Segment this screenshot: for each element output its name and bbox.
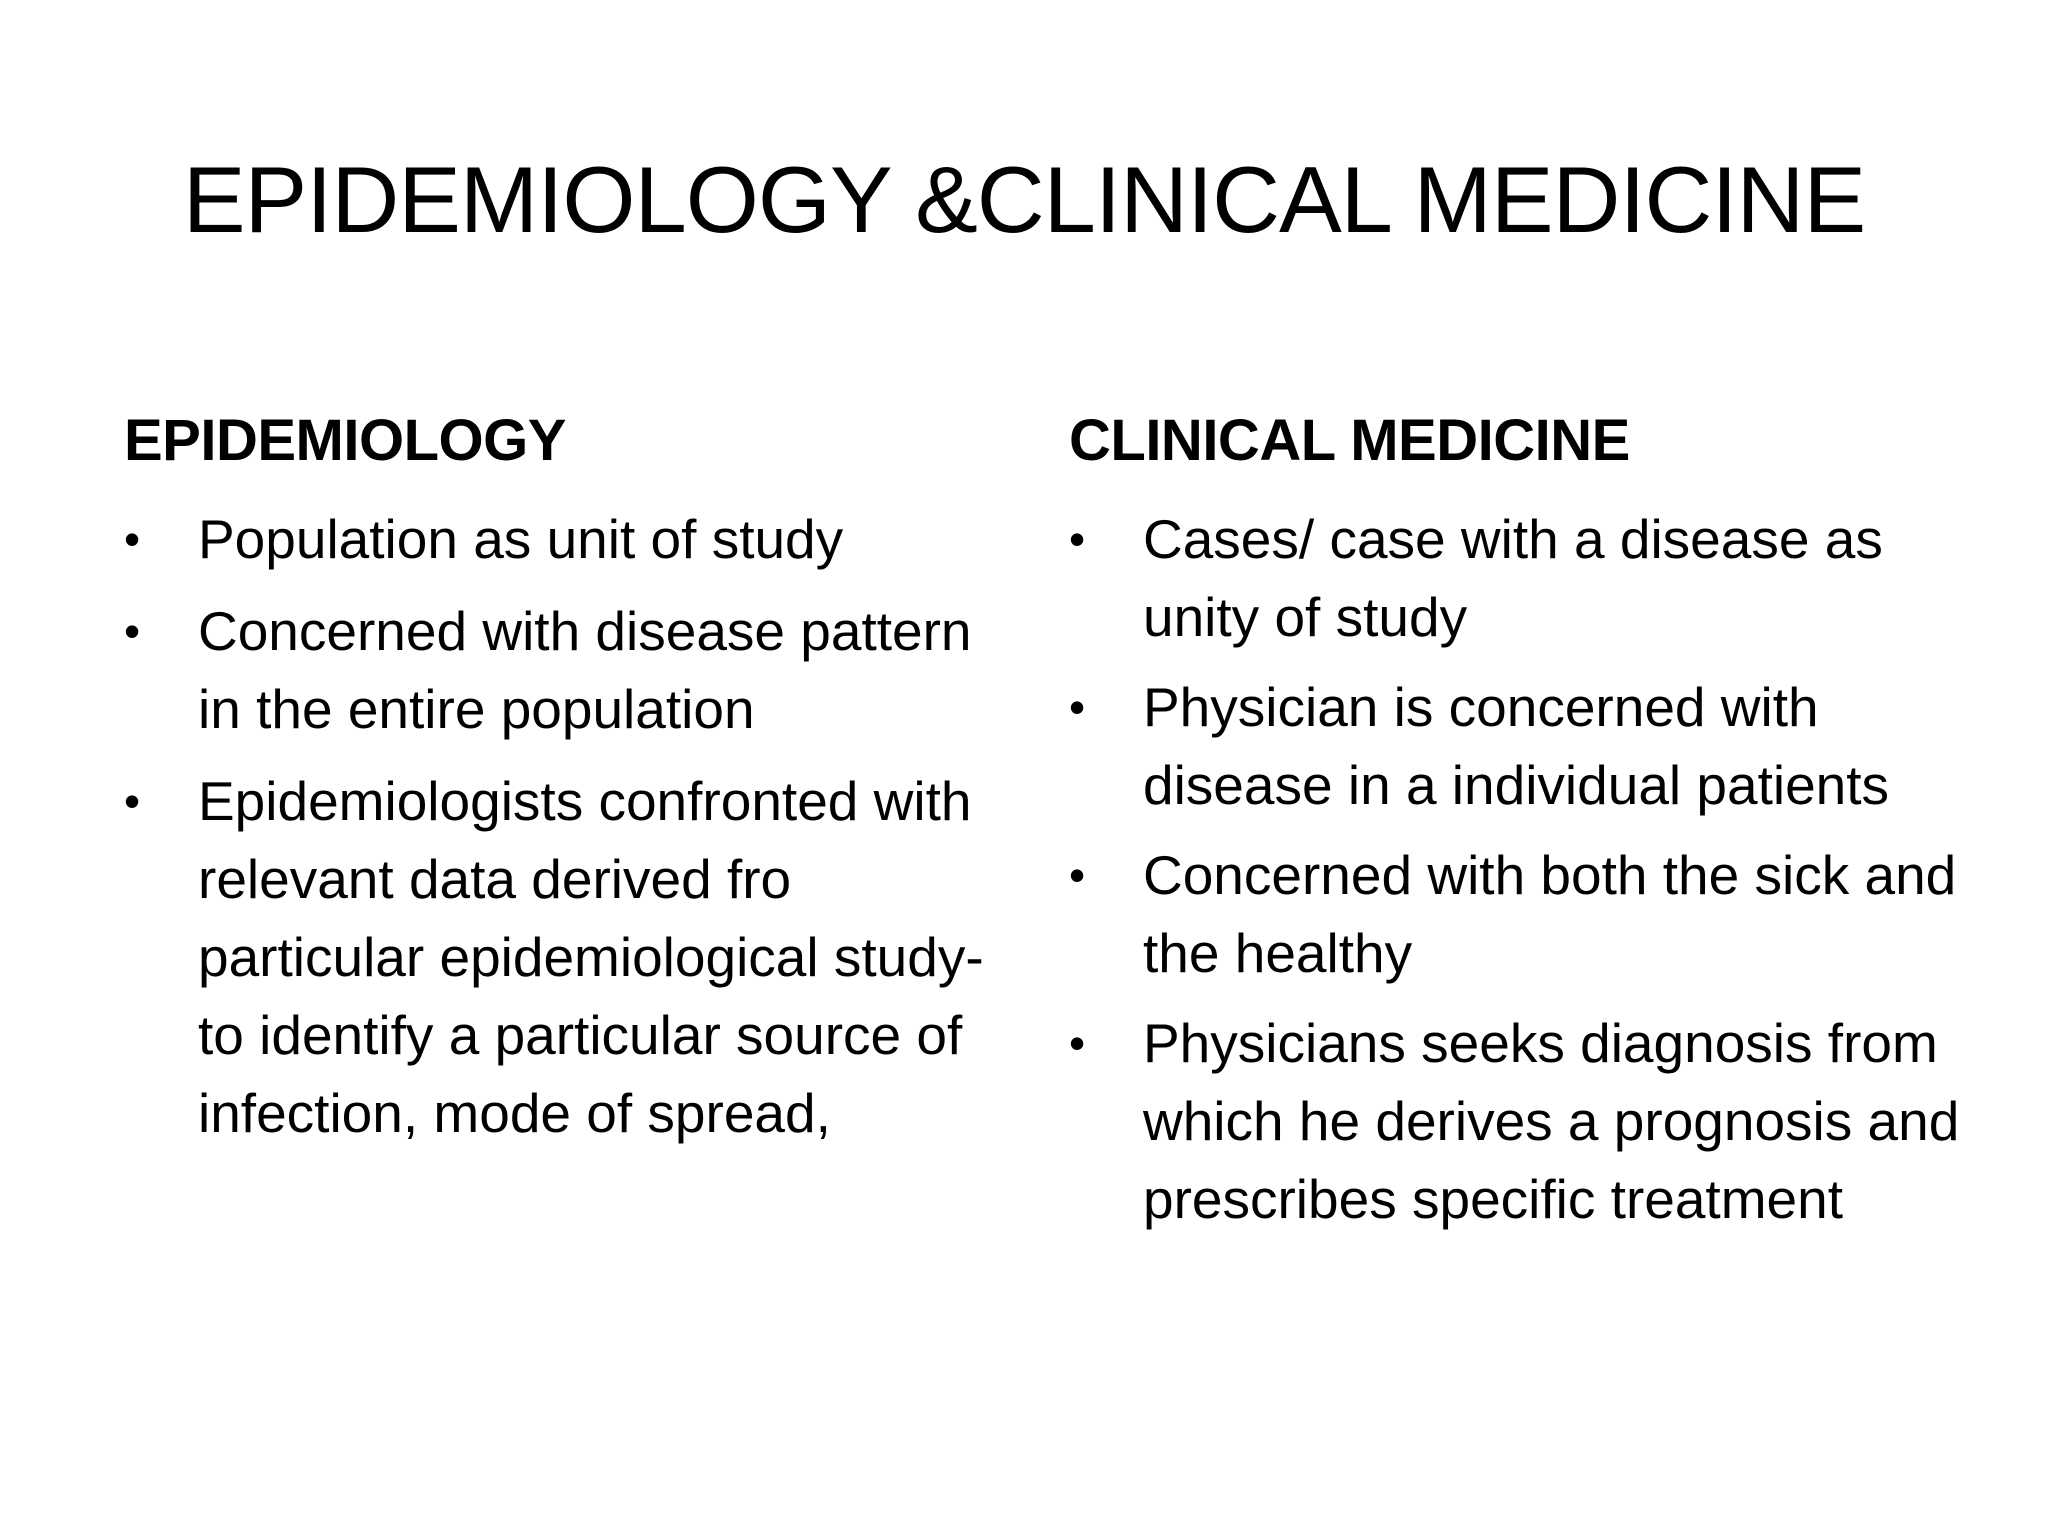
- list-item-text: Concerned with disease pattern in the entire population: [198, 600, 972, 740]
- list-item-text: Physician is concerned with disease in a individual patients: [1143, 676, 1890, 816]
- list-item-text: Population as unit of study: [198, 508, 844, 570]
- slide-title: EPIDEMIOLOGY &CLINICAL MEDICINE: [182, 147, 1866, 252]
- list-item: [1069, 836, 1969, 992]
- clinical-medicine-list: [1069, 500, 1969, 1238]
- epidemiology-list: [124, 500, 1004, 1152]
- list-item-text: Physicians seeks diagnosis from which he derives a prognosis and prescribes specific treatment: [1143, 1012, 1960, 1230]
- list-item: [1069, 500, 1969, 656]
- bullet-icon: •: [124, 513, 141, 565]
- epidemiology-column: [124, 404, 1004, 1166]
- bullet-icon: •: [124, 605, 141, 657]
- list-item-text: Cases/ case with a disease as unity of study: [1143, 508, 1883, 648]
- bullet-icon: •: [1069, 513, 1086, 565]
- list-item-text: Concerned with both the sick and the healthy: [1143, 844, 1957, 984]
- list-item: [1069, 1004, 1969, 1238]
- bullet-icon: •: [1069, 849, 1086, 901]
- list-item: [124, 592, 1004, 748]
- bullet-icon: •: [1069, 681, 1086, 733]
- list-item: [124, 500, 1004, 578]
- list-item: [1069, 668, 1969, 824]
- bullet-icon: •: [1069, 1017, 1086, 1069]
- list-item: [124, 762, 1004, 1152]
- clinical-medicine-heading: CLINICAL MEDICINE: [1069, 408, 1630, 473]
- epidemiology-heading: EPIDEMIOLOGY: [124, 408, 566, 473]
- clinical-medicine-column: [1069, 404, 1969, 1250]
- bullet-icon: •: [124, 775, 141, 827]
- list-item-text: Epidemiologists confronted with relevant data derived fro particular epidemiological study-to identify a particular source of infection, mode of spread,: [198, 770, 984, 1144]
